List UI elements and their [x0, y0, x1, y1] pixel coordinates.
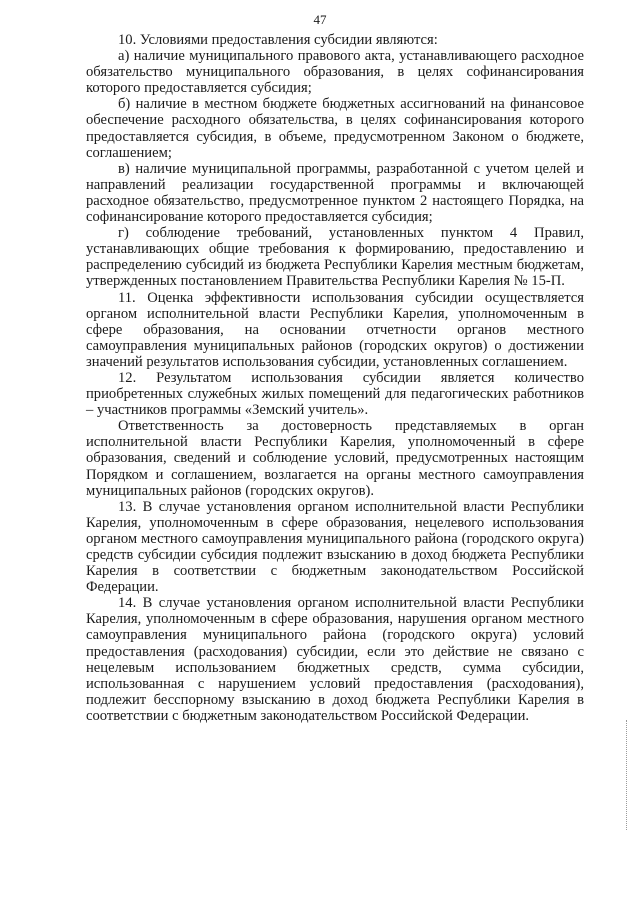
paragraph-14: 14. В случае установления органом исполнительной власти Республики Карелия, уполномоченным в сфере образования, нарушения органом местного самоуправления муниципального района (городского округа) условий предоставления (расходования) субсидии, если это действие не связано с нецелевым использованием бюджетных средств, сумма субсидии, использованная с нарушением условий предоставления (расходования), подлежит бесспорному взысканию в доход бюджета Республики Карелия в соответствии с бюджетным законодательством Российской Федерации. [86, 595, 584, 724]
paragraph-11: 11. Оценка эффективности использования субсидии осуществляется органом исполнительной власти Республики Карелия, уполномоченным в сфере образования, на основании отчетности органов местного самоуправления муниципальных районов (городских округов) о достижении значений результатов использования субсидии, установленных соглашением. [86, 289, 584, 370]
paragraph-10a: а) наличие муниципального правового акта, устанавливающего расходное обязательство муниципального образования, в целях софинансирования которого предоставляется субсидия; [86, 48, 584, 97]
document-body [86, 32, 584, 724]
paragraph-10g: г) соблюдение требований, установленных пунктом 4 Правил, устанавливающих общие требования к формированию, предоставлению и распределению субсидий из бюджета Республики Карелия местным бюджетам, утвержденных постановлением Правительства Республики Карелия № 15-П. [86, 225, 584, 290]
scan-edge-mark [626, 720, 628, 830]
paragraph-10b: б) наличие в местном бюджете бюджетных ассигнований на финансовое обеспечение расходного обязательства, в целях софинансирования которого предоставляется субсидия, в объеме, предусмотренном Законом о бюджете, соглашением; [86, 96, 584, 161]
paragraph-12: 12. Результатом использования субсидии является количество приобретенных служебных жилых помещений для педагогических работников – участников программы «Земский учитель». [86, 369, 584, 419]
paragraph-responsibility: Ответственность за достоверность представляемых в орган исполнительной власти Республики Карелия, уполномоченный в сфере образования, сведений и соблюдение условий, предусмотренных настоящим Порядком и соглашением, возлагается на органы местного самоуправления муниципальных районов (городских округов). [86, 418, 584, 499]
page-number: 47 [313, 12, 327, 27]
paragraph-10v: в) наличие муниципальной программы, разработанной с учетом целей и направлений реализации государственной программы и включающей расходное обязательство, предусмотренное пунктом 2 настоящего Порядка, на софинансирование которого предоставляется субсидия; [86, 160, 584, 226]
paragraph-10: 10. Условиями предоставления субсидии являются: [118, 32, 438, 48]
paragraph-13: 13. В случае установления органом исполнительной власти Республики Карелия, уполномоченным в сфере образования, нецелевого использования органом местного самоуправления муниципального района (городского округа) средств субсидии субсидия подлежит взысканию в доход бюджета Республики Карелия в соответствии с бюджетным законодательством Российской Федерации. [86, 498, 584, 596]
